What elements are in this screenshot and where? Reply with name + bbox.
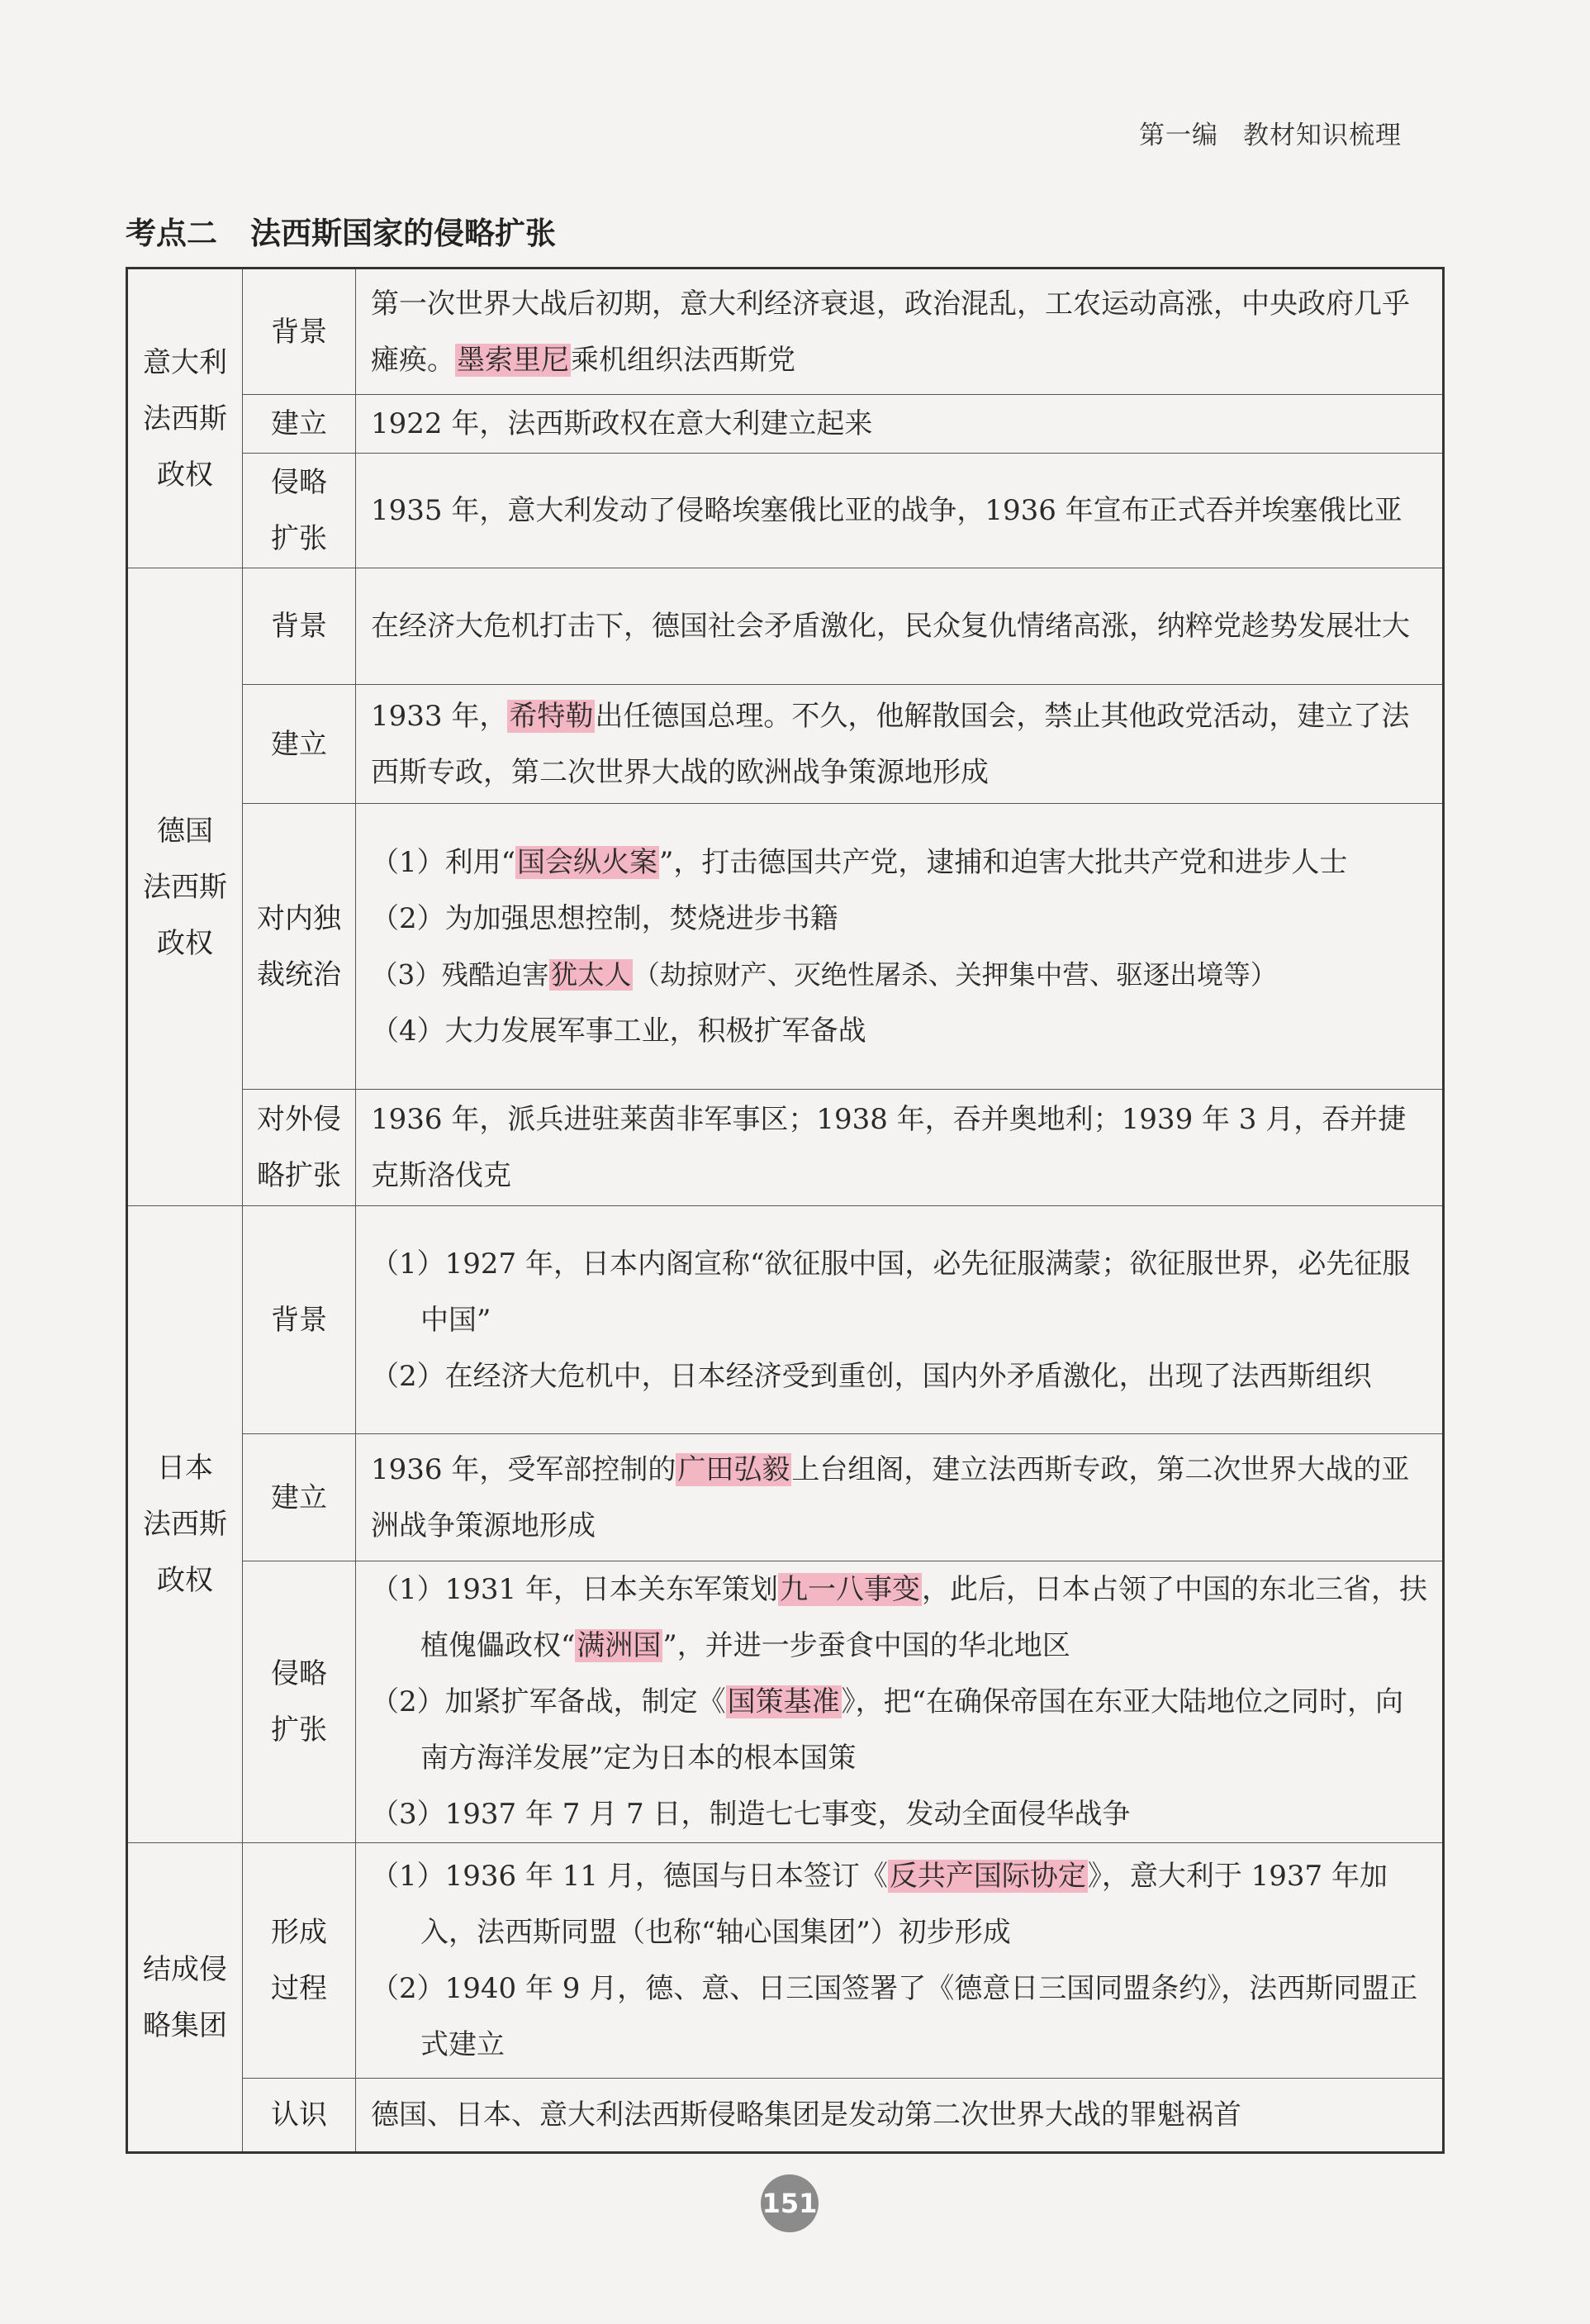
content-germany-domestic bbox=[356, 804, 1444, 1090]
content-japan-expansion bbox=[356, 1561, 1444, 1843]
row-japan-establish bbox=[127, 1434, 1444, 1561]
group-germany: 德国 法西斯 政权 bbox=[127, 568, 243, 1206]
content-germany-foreign: 1936 年，派兵进驻莱茵非军事区；1938 年，吞并奥地利；1939 年 3 月，吞并捷克斯洛伐克 bbox=[356, 1090, 1444, 1206]
label-background: 背景 bbox=[243, 568, 356, 685]
row-germany-background bbox=[127, 568, 1444, 685]
knowledge-table bbox=[126, 267, 1445, 2154]
label-establish: 建立 bbox=[243, 395, 356, 454]
header-title: 教材知识梳理 bbox=[1243, 121, 1402, 150]
content-japan-background bbox=[356, 1206, 1444, 1434]
list-item: （3）残酷迫害犹太人（劫掠财产、灭绝性屠杀、关押集中营、驱逐出境等） bbox=[371, 958, 1278, 991]
group-italy: 意大利 法西斯 政权 bbox=[127, 269, 243, 568]
section-title bbox=[126, 208, 556, 253]
label-expansion: 侵略 扩张 bbox=[243, 454, 356, 568]
highlight-manchukuo: 满洲国 bbox=[577, 1629, 662, 1662]
row-alliance-formation bbox=[127, 1843, 1444, 2079]
list-item: （4）大力发展军事工业，积极扩军备战 bbox=[371, 1014, 866, 1048]
highlight-hitler: 希特勒 bbox=[509, 699, 594, 733]
label-background: 背景 bbox=[243, 269, 356, 395]
label-domestic-rule: 对内独 裁统治 bbox=[243, 804, 356, 1090]
label-background: 背景 bbox=[243, 1206, 356, 1434]
content-germany-background: 在经济大危机打击下，德国社会矛盾激化，民众复仇情绪高涨，纳粹党趁势发展壮大 bbox=[356, 568, 1444, 685]
label-establish: 建立 bbox=[243, 685, 356, 804]
highlight-anti-comintern-pact: 反共产国际协定 bbox=[889, 1860, 1086, 1893]
page-number: 151 bbox=[761, 2174, 819, 2232]
highlight-hirota: 广田弘毅 bbox=[677, 1452, 790, 1486]
highlight-mukden-incident: 九一八事变 bbox=[779, 1573, 920, 1606]
content-japan-establish: 1936 年，受军部控制的广田弘毅上台组阁，建立法西斯专政，第二次世界大战的亚洲战争策源地形成 bbox=[356, 1434, 1444, 1561]
content-italy-establish: 1922 年，法西斯政权在意大利建立起来 bbox=[356, 395, 1444, 454]
row-japan-background bbox=[127, 1206, 1444, 1434]
label-foreign-expansion: 对外侵 略扩张 bbox=[243, 1090, 356, 1206]
row-italy-background bbox=[127, 269, 1444, 395]
row-germany-foreign bbox=[127, 1090, 1444, 1206]
list-item: （1）1936 年 11 月，德国与日本签订《反共产国际协定》，意大利于 1937 年加入，法西斯同盟（也称“轴心国集团”）初步形成 bbox=[371, 1860, 1388, 1949]
content-alliance-formation bbox=[356, 1843, 1444, 2079]
highlight-jews: 犹太人 bbox=[550, 958, 632, 991]
list-item: （2）加紧扩军备战，制定《国策基准》，把“在确保帝国在东亚大陆地位之同时，向南方海洋发展”定为日本的根本国策 bbox=[371, 1685, 1404, 1775]
label-expansion: 侵略 扩张 bbox=[243, 1561, 356, 1843]
row-germany-establish bbox=[127, 685, 1444, 804]
content-italy-background: 第一次世界大战后初期，意大利经济衰退，政治混乱，工农运动高涨，中央政府几乎瘫痪。墨索里尼乘机组织法西斯党 bbox=[356, 269, 1444, 395]
content-alliance-understanding: 德国、日本、意大利法西斯侵略集团是发动第二次世界大战的罪魁祸首 bbox=[356, 2079, 1444, 2153]
highlight-mussolini: 墨索里尼 bbox=[457, 343, 569, 377]
highlight-reichstag-fire: 国会纵火案 bbox=[517, 845, 658, 879]
section-label: 考点二 bbox=[126, 216, 217, 251]
label-understanding: 认识 bbox=[243, 2079, 356, 2153]
list-item: （3）1937 年 7 月 7 日，制造七七事变，发动全面侵华战争 bbox=[371, 1798, 1131, 1831]
section-heading: 法西斯国家的侵略扩张 bbox=[250, 216, 556, 251]
list-item: （2）1940 年 9 月，德、意、日三国签署了《德意日三国同盟条约》，法西斯同盟正式建立 bbox=[371, 1972, 1418, 2061]
row-germany-domestic bbox=[127, 804, 1444, 1090]
label-establish: 建立 bbox=[243, 1434, 356, 1561]
highlight-national-policy: 国策基准 bbox=[727, 1685, 840, 1718]
list-item: （1）利用“国会纵火案”，打击德国共产党，逮捕和迫害大批共产党和进步人士 bbox=[371, 845, 1348, 879]
content-germany-establish: 1933 年，希特勒出任德国总理。不久，他解散国会，禁止其他政党活动，建立了法西斯专政，第二次世界大战的欧洲战争策源地形成 bbox=[356, 685, 1444, 804]
list-item: （2）在经济大危机中，日本经济受到重创，国内外矛盾激化，出现了法西斯组织 bbox=[371, 1359, 1372, 1393]
list-item: （1）1927 年，日本内阁宣称“欲征服中国，必先征服满蒙；欲征服世界，必先征服中国” bbox=[371, 1247, 1411, 1337]
running-header bbox=[1139, 114, 1402, 151]
group-japan: 日本 法西斯 政权 bbox=[127, 1206, 243, 1843]
row-japan-expansion bbox=[127, 1561, 1444, 1843]
row-italy-establish bbox=[127, 395, 1444, 454]
header-part: 第一编 bbox=[1139, 121, 1218, 150]
group-alliance: 结成侵 略集团 bbox=[127, 1843, 243, 2153]
list-item: （1）1931 年，日本关东军策划九一八事变，此后，日本占领了中国的东北三省，扶植傀儡政权“满洲国”，并进一步蚕食中国的华北地区 bbox=[371, 1573, 1427, 1662]
list-item: （2）为加强思想控制，焚烧进步书籍 bbox=[371, 901, 838, 935]
label-formation-process: 形成 过程 bbox=[243, 1843, 356, 2079]
content-italy-expansion: 1935 年，意大利发动了侵略埃塞俄比亚的战争，1936 年宣布正式吞并埃塞俄比亚 bbox=[356, 454, 1444, 568]
row-alliance-understanding bbox=[127, 2079, 1444, 2153]
row-italy-expansion bbox=[127, 454, 1444, 568]
